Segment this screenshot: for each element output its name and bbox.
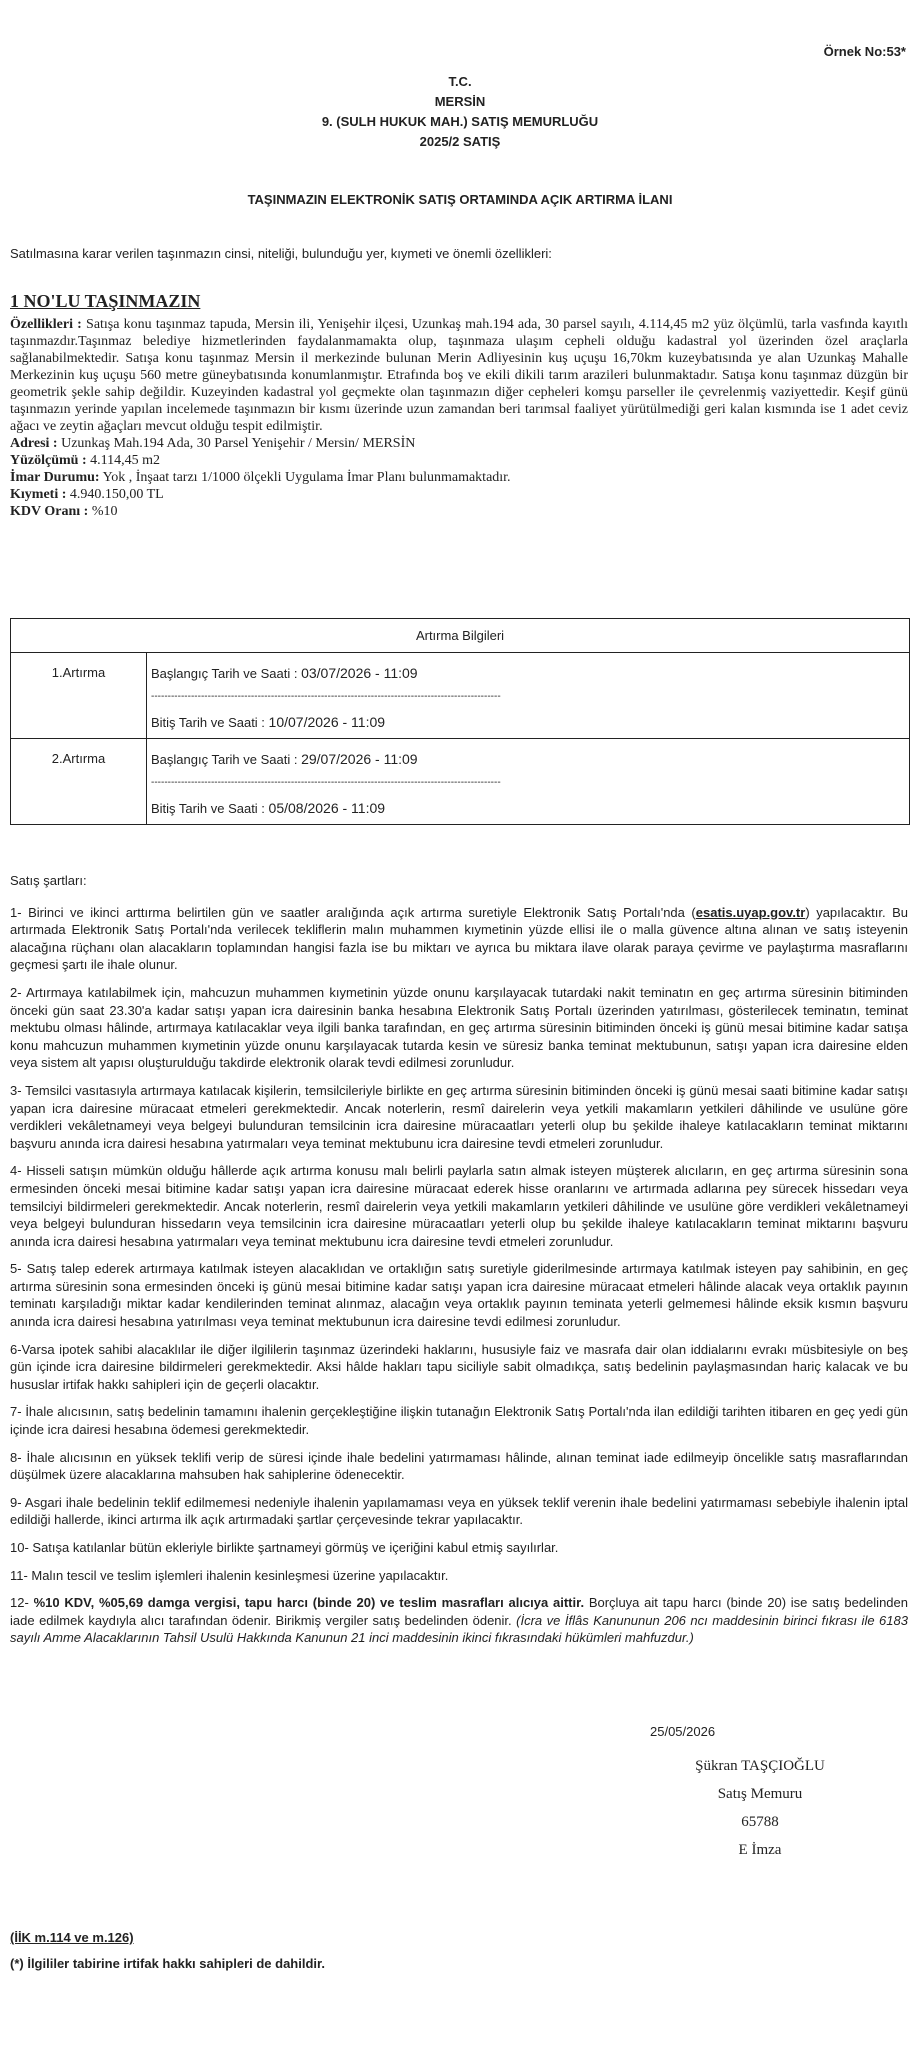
property-section <box>10 290 908 520</box>
round-details <box>147 653 910 739</box>
footer-note: (*) İlgililer tabirine irtifak hakkı sahipleri de dahildir. <box>10 1956 325 1971</box>
terms-title: Satış şartları: <box>10 873 87 888</box>
zoning-value: Yok , İnşaat tarzı 1/1000 ölçekli Uygulama İmar Planı bulunmamaktadır. <box>102 470 511 485</box>
property-value <box>10 486 908 503</box>
start-date-label: Başlangıç Tarih ve Saati : <box>151 666 298 681</box>
round-label: 1.Artırma <box>11 653 147 739</box>
term-10: 10- Satışa katılanlar bütün ekleriyle birlikte şartnameyi görmüş ve içeriğini kabul etmiş sayılırlar. <box>10 1540 559 1555</box>
header-tc: T.C. <box>448 74 472 89</box>
term-2: 2- Artırmaya katılabilmek için, mahcuzun muhammen kıymetinin yüzde onunu karşılayacak tutardaki nakit teminatın en geç artırma süresinin bitiminden önceki gün saat 23.30'a kadar satışı yapan icra dairesinin banka hesabına Elektronik Satış Portalı üzerinden yatırılması, gösterilecek teminatın, teminat mektubu olması hâlinde, artırmaya katılacaklar veya ilgili banka tarafından, en geç artırma süresinin bitiminden önceki iş günü mesai bitimine kadar satışa konu mahcuzun muhammen kıymetinin yüzde onunu karşılayacak tutarda kesin ve süresiz banka teminat mektubunun, satışı yapan icra dairesine elden veya sistem alt yapısı oluşturulduğu takdirde elektronik olarak tevdi edilmesi zorunludur. <box>10 984 908 1071</box>
signer-number: 65788 <box>741 1814 779 1830</box>
signature-block <box>640 1752 880 1864</box>
start-date-value: 29/07/2026 - 11:09 <box>301 751 418 767</box>
area-label: Yüzölçümü : <box>10 453 87 468</box>
header-file-no: 2025/2 SATIŞ <box>419 134 501 149</box>
term-11: 11- Malın tescil ve teslim işlemleri ihalenin kesinleşmesi üzerine yapılacaktır. <box>10 1567 449 1583</box>
auction-round-row <box>11 653 910 739</box>
start-date-line <box>151 665 905 681</box>
vat-value: %10 <box>91 504 118 519</box>
signer-title: Satış Memuru <box>717 1786 803 1802</box>
term-4: 4- Hisseli satışın mümkün olduğu hâllerde açık artırma konusu malı belirli paylarla satın almak isteyen müşterek alıcıların, en geç artırma süresinin sona ermesinden önceki mesai bitimine kadar satışı yapan icra dairesine müracaat ederek hisse oranlarını ve artırmada adlarına pey sürecek hissedarı veya temsilciyi bildirmeleri gerekmektedir. Ancak noterlerin, resmî dairelerin veya yetkili makamların yetkileri dâhilinde ve usulüne göre verdikleri vekâletnameyi veya belgeyi bulunduran hissedarın veya temsilcinin icra dairesine müracaatları yeterli olup bu şekilde ihaleye katılacakların teminat miktarını başvuru anında icra dairesi hesabına yatırmaları veya teminat mektubunu icra dairesine tevdi etmeleri zorunludur. <box>10 1163 908 1249</box>
term-1-pre: 1- Birinci ve ikinci arttırma belirtilen gün ve saatler aralığında açık artırma suretiyle Elektronik Satış Portalı'nda ( <box>10 904 696 920</box>
term-12 <box>10 1594 908 1647</box>
dash-separator: --------------------------------------------------------------------------------------------------------- <box>151 691 501 702</box>
property-zoning <box>10 469 908 486</box>
auction-round-row <box>11 739 910 825</box>
term-12-num: 12- <box>10 1595 29 1611</box>
end-date-value: 10/07/2026 - 11:09 <box>268 714 386 730</box>
term-9: 9- Asgari ihale bedelinin teklif edilmemesi nedeniyle ihalenin yapılamaması veya en yüksek teklif verenin ihale bedelini yatırmaması sebebiyle ihalenin iptal edildiği hallerde, ikinci artırma ilk açık artırmadaki şartlar çerçevesinde tekrar yapılacaktır. <box>10 1494 908 1528</box>
term-12-text: Borçluya ait tapu harcı (binde 20) ise satış bedelinden iade edilmek kaydıyla alıcı tarafından ödenir. Birikmiş vergiler satış bedelinden ödenir. <box>10 1595 908 1628</box>
end-date-value: 05/08/2026 - 11:09 <box>268 800 386 816</box>
footer-law-reference: (İİK m.114 ve m.126) <box>10 1930 134 1945</box>
intro-text: Satılmasına karar verilen taşınmazın cinsi, niteliği, bulunduğu yer, kıymeti ve önemli özellikleri: <box>10 246 552 261</box>
term-12-italic: (İcra ve İflâs Kanununun 206 ncı maddesinin birinci fıkrası ile 6183 sayılı Amme Alacaklarının Tahsil Usulü Hakkında Kanunun 21 inci maddesinin ikinci fıkrasındaki hükümleri mahfuzdur.) <box>10 1612 908 1646</box>
header-office: 9. (SULH HUKUK MAH.) SATIŞ MEMURLUĞU <box>321 114 599 129</box>
sample-number: Örnek No:53* <box>823 44 906 59</box>
end-date-label: Bitiş Tarih ve Saati : <box>151 801 265 816</box>
sale-terms <box>10 872 908 1657</box>
round-details <box>147 739 910 825</box>
esatis-link[interactable]: esatis.uyap.gov.tr <box>695 904 806 920</box>
property-features <box>10 316 908 435</box>
address-label: Adresi : <box>10 436 58 451</box>
header-city: MERSİN <box>434 94 486 109</box>
vat-label: KDV Oranı : <box>10 504 89 519</box>
property-area <box>10 452 908 469</box>
property-heading: 1 NO'LU TAŞINMAZIN <box>10 291 201 311</box>
sign-date: 25/05/2026 <box>650 1724 716 1739</box>
auction-info-table <box>10 618 910 825</box>
term-12-bold: %10 KDV, %05,69 damga vergisi, tapu harcı (binde 20) ve teslim masrafları alıcıya aittir. <box>33 1595 585 1611</box>
term-1-post: ) yapılacaktır. Bu artırmada Elektronik Satış Portalı'nda verilecek tekliflerin malın muhammen kıymetinin yüzde ellisi ile o malla güvence altına alınan ve satış isteyenin alacağına rüçhanı olan alacakların toplamından hangisi fazla ise bu miktarı ve ayrıca bu miktara ilave olarak paraya çevirme ve paylaştırma masraflarını geçmesi şartı ile ihale olunur. <box>10 904 908 973</box>
dash-separator: --------------------------------------------------------------------------------------------------------- <box>151 777 501 788</box>
round-label: 2.Artırma <box>11 739 147 825</box>
term-1 <box>10 904 908 974</box>
property-vat <box>10 503 908 520</box>
address-value: Uzunkaş Mah.194 Ada, 30 Parsel Yenişehir / Mersin/ MERSİN <box>61 436 416 451</box>
signer-name: Şükran TAŞÇIOĞLU <box>695 1758 825 1774</box>
features-label: Özellikleri : <box>10 317 82 332</box>
start-date-value: 03/07/2026 - 11:09 <box>301 665 418 681</box>
term-7: 7- İhale alıcısının, satış bedelinin tamamını ihalenin gerçekleştiğine ilişkin tutanağın Elektronik Satış Portalı'nda ilan edildiği tarihten itibaren en geç yedi gün içinde icra dairesi hesabına ödemesi gerekmektedir. <box>10 1404 908 1438</box>
features-text: Satışa konu taşınmaz tapuda, Mersin ili, Yenişehir ilçesi, Uzunkaş mah.194 ada, 30 parsel sayılı, 4.114,45 m2 yüz ölçümlü, tarla vasfında kayıtlı taşınmazdır.Taşınmaz belediye hizmetlerinden faydalanmamakta olup, taşınmaza ulaşım cepheli olduğu kadastral yol üzerinden özel araçlarla sağlanabilmektedir. Satışa konu taşınmaz Mersin il merkezinde bulunan Merin Adliyesinin kuş uçuşu 16,70km kuzeybatısında ye alan Uzunkaş Mahalle Merkezinin kuş uçuşu 560 metre güneybatısında konumlanmıştır. Etrafında boş ve ekili dikili tarım arazileri bulunmaktadır. Satışa konu taşınmaz düzgün bir geometrik şekle sahip değildir. Kuzeyinden kadastral yol geçmekte olan taşınmazın diğer cepheleri komşu parseller ile çevrelenmiş vaziyettedir. Keşif günü taşınmazın yerinde yapılan incelemede taşınmazın bir kısmı üzerinde uzun zamandan beri tarımsal faaliyet yürütülmediği geri kalan kısmında ise 1 adet ceviz ağacı ve zeytin ağaçları mevcut olduğu tespit edilmiştir. <box>10 317 908 434</box>
auction-caption: Artırma Bilgileri <box>11 619 910 653</box>
end-date-line <box>151 800 905 816</box>
zoning-label: İmar Durumu: <box>10 470 100 485</box>
property-address <box>10 435 908 452</box>
area-value: 4.114,45 m2 <box>90 453 160 468</box>
term-3: 3- Temsilci vasıtasıyla artırmaya katılacak kişilerin, temsilcileriyle birlikte en geç artırma süresinin bitiminden önceki iş günü mesai saati bitimine kadar satışı yapan icra dairesine müracaat etmeleri gerekmektedir. Ancak noterlerin, resmî dairelerin veya yetkili makamların yetkileri dâhilinde ve usulüne göre verdikleri vekâletnameyi veya belgeyi bulunduran temsilcinin icra dairesine müracaatları yeterli olup bu şekilde ihaleye katılacakların teminat miktarını başvuru anında icra dairesi hesabına yatırmaları veya teminat mektubunu icra dairesine tevdi etmeleri zorunludur. <box>10 1082 908 1151</box>
value-amount: 4.940.150,00 TL <box>69 487 164 502</box>
term-5: 5- Satış talep ederek artırmaya katılmak isteyen alacaklıdan ve ortaklığın satış suretiyle giderilmesinde artırmaya katılmak isteyen pay sahibinin, en geç artırma süresinin sona ermesinden önceki iş günü mesai bitimine kadar satışı yapan icra dairesine müracaat etmeleri hâlinde alacak veya ortaklık payının teminatı karşıladığı miktar kadar kendilerinden teminat alınmaz, alacağın veya ortaklık payının teminata yeterli gelmemesi hâlinde eksik kısmın başvuru anında icra dairesi hesabına yatırılması veya teminat mektubunun icra dairesine tevdi edilmesi zorunludur. <box>10 1261 908 1330</box>
end-date-label: Bitiş Tarih ve Saati : <box>151 715 265 730</box>
start-date-label: Başlangıç Tarih ve Saati : <box>151 752 298 767</box>
e-signature: E İmza <box>738 1842 782 1858</box>
document-header <box>0 72 920 152</box>
term-8: 8- İhale alıcısının en yüksek teklifi verip de süresi içinde ihale bedelini yatırmaması hâlinde, alınan teminat iade edilmeyip öncelikle satış masraflarından düşülmek üzere alacaklarına mahsuben hak sahiplerine ödenecektir. <box>10 1449 908 1483</box>
term-6: 6-Varsa ipotek sahibi alacaklılar ile diğer ilgililerin taşınmaz üzerindeki haklarını, hususiyle faiz ve masrafa dair olan iddialarını evrakı müsbitesiyle on beş gün içinde icra dairesine bildirmeleri gerekmektedir. Aksi hâlde hakları tapu siciliyle sabit olmadıkça, satış bedelinin paylaşmasından hariç kalacak ve bu hususlar irtifak hakkı sahipleri için de geçerli olacaktır. <box>10 1341 908 1392</box>
end-date-line <box>151 714 905 730</box>
notice-title: TAŞINMAZIN ELEKTRONİK SATIŞ ORTAMINDA AÇIK ARTIRMA İLANI <box>247 192 673 207</box>
value-label: Kıymeti : <box>10 487 67 502</box>
start-date-line <box>151 751 905 767</box>
